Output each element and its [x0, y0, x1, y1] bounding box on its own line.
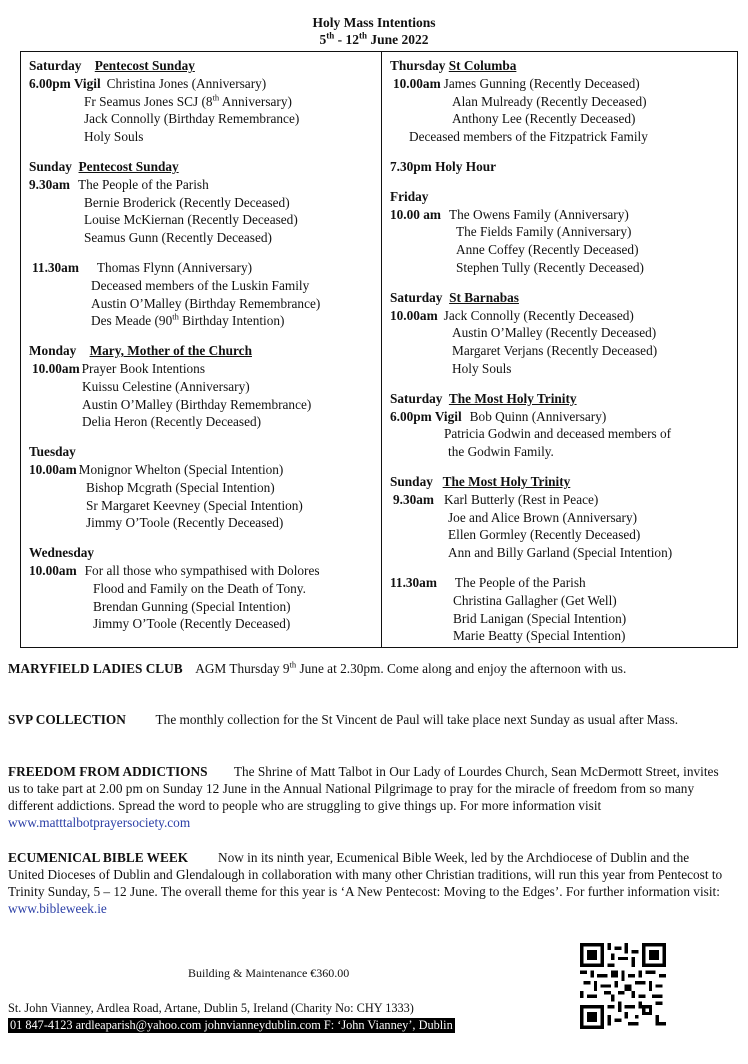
- ordinal-suffix: th: [289, 659, 297, 670]
- feast-label: St Barnabas: [449, 289, 519, 305]
- intention: Christina Gallagher (Get Well): [453, 592, 617, 608]
- notice-text: Now in its ninth year, Ecumenical Bible Week, led by the Archdiocese of Dublin and the United Dioceses of Dublin and Glendalough in collaboration with many other Christian traditions, will run this year from Pentecost to Trinity Sunday, 5 – 12 June. The overall theme for this year is ‘A New Pentecost: Moving to the Edges’. For further information visit:: [8, 850, 723, 899]
- mass-row: [29, 259, 375, 277]
- intention: For all those who sympathised with Dolores: [84, 562, 320, 578]
- intention: Flood and Family on the Death of Tony.: [93, 580, 306, 596]
- intention: Brid Lanigan (Special Intention): [453, 610, 627, 626]
- intention: James Gunning (Recently Deceased): [443, 75, 640, 91]
- feast-label: The Most Holy Trinity: [442, 473, 571, 489]
- feast-label: Pentecost Sunday: [78, 158, 179, 174]
- monday-block: [29, 342, 375, 431]
- intention-text: Fr Seamus Jones SCJ (8: [84, 93, 213, 109]
- intention: Jimmy O’Toole (Recently Deceased): [86, 515, 284, 531]
- date-start: 5: [319, 32, 327, 47]
- day-label: Sunday: [390, 473, 433, 489]
- intention: Bob Quinn (Anniversary): [469, 408, 607, 424]
- intention: [29, 93, 375, 111]
- intention: Ann and Billy Garland (Special Intention): [448, 545, 673, 561]
- intention: Austin O’Malley (Birthday Remembrance): [91, 295, 321, 311]
- sunday-trinity-1130-block: [390, 574, 731, 645]
- footer-address: St. John Vianney, Ardlea Road, Artane, Dublin 5, Ireland (Charity No: CHY 1333): [8, 1001, 414, 1015]
- intention: Alan Mulready (Recently Deceased): [452, 93, 647, 109]
- mass-time: 10.00am: [32, 360, 80, 376]
- mass-row: [29, 461, 375, 479]
- intention: Holy Souls: [84, 129, 144, 145]
- mass-row: [390, 206, 731, 224]
- intention: Christina Jones (Anniversary): [106, 75, 267, 91]
- intention: The People of the Parish: [454, 574, 586, 590]
- intention: Joe and Alice Brown (Anniversary): [448, 509, 638, 525]
- mass-time: 9.30am: [393, 491, 434, 507]
- day-heading: Tuesday: [29, 444, 76, 460]
- mass-row: [390, 491, 731, 509]
- intention: Austin O’Malley (Recently Deceased): [452, 325, 657, 341]
- friday-block: [390, 188, 731, 277]
- day-heading: Wednesday: [29, 545, 95, 561]
- holy-hour: [390, 158, 731, 176]
- mass-row: [390, 75, 731, 93]
- intention: Patricia Godwin and deceased members of: [444, 426, 672, 442]
- day-heading: [390, 390, 731, 408]
- intention: Monignor Whelton (Special Intention): [78, 461, 284, 477]
- notice-text: AGM Thursday 9: [195, 661, 290, 676]
- mass-time: 11.30am: [32, 259, 79, 275]
- intention: Louise McKiernan (Recently Deceased): [84, 212, 298, 228]
- day-label: Monday: [29, 343, 77, 359]
- day-heading: [390, 473, 731, 491]
- intention: The People of the Parish: [78, 176, 209, 192]
- mass-time: 10.00am: [393, 75, 441, 91]
- intention: Anne Coffey (Recently Deceased): [456, 242, 639, 258]
- intention: [29, 312, 375, 330]
- notice-bible-week: [8, 849, 728, 917]
- intention: Anthony Lee (Recently Deceased): [452, 111, 636, 127]
- saturday-trinity-vigil-block: [390, 390, 731, 461]
- mass-time: 9.30am: [29, 176, 70, 192]
- mass-time: 6.00pm Vigil: [390, 408, 462, 424]
- mass-time: 11.30am: [390, 574, 437, 590]
- day-heading: [29, 57, 375, 75]
- ordinal-suffix: th: [212, 92, 220, 103]
- intention: Delia Heron (Recently Deceased): [82, 414, 262, 430]
- date-mid: - 12: [334, 32, 359, 47]
- notice-freedom: [8, 763, 728, 831]
- mass-time: 10.00 am: [390, 206, 441, 222]
- date-end: June 2022: [367, 32, 429, 47]
- intention-text: Des Meade (90: [91, 313, 173, 329]
- day-heading: [29, 158, 375, 176]
- intention: Brendan Gunning (Special Intention): [93, 598, 291, 614]
- sunday-pentecost-block: [29, 158, 375, 247]
- intention: The Owens Family (Anniversary): [448, 206, 629, 222]
- intention: Jack Connolly (Birthday Remembrance): [84, 111, 300, 127]
- day-heading: Friday: [390, 188, 429, 204]
- mass-time: 10.00am: [29, 562, 77, 578]
- bible-week-link[interactable]: www.bibleweek.ie: [8, 901, 107, 916]
- intention: Kuissu Celestine (Anniversary): [82, 378, 250, 394]
- intention: Karl Butterly (Rest in Peace): [444, 491, 599, 507]
- right-column: [382, 52, 738, 648]
- mass-time: 10.00am: [29, 461, 77, 477]
- notice-svp: [8, 711, 728, 728]
- day-heading: [390, 57, 731, 75]
- day-label: Sunday: [29, 158, 72, 174]
- sunday-trinity-block: [390, 473, 731, 562]
- left-column: [21, 52, 382, 648]
- intention: Stephen Tully (Recently Deceased): [456, 259, 644, 275]
- qr-code-icon: [580, 943, 666, 1029]
- page-title: Holy Mass Intentions: [312, 15, 436, 30]
- building-maintenance: Building & Maintenance €360.00: [188, 966, 350, 980]
- holy-hour-label: 7.30pm Holy Hour: [390, 158, 497, 174]
- mass-row: [29, 562, 375, 580]
- mass-row: [390, 307, 731, 325]
- thursday-block: [390, 57, 731, 146]
- saturday-pentecost-block: [29, 57, 375, 146]
- mass-row: [29, 360, 375, 378]
- mass-row: [390, 574, 731, 592]
- mass-time: 10.00am: [390, 307, 438, 323]
- mass-row: [390, 408, 731, 426]
- saturday-st-barnabas-block: [390, 289, 731, 378]
- notice-text: The Shrine of Matt Talbot in Our Lady of Lourdes Church, Sean McDermott Street, invites us to take part at 2.00 pm on Sunday 12 June in the Annual National Pilgrimage to pray for the miracle of freedom from so many different addictions. Spread the word to people who are struggling to give things up. For more information visit: [8, 764, 719, 813]
- intention-text: Birthday Intention): [178, 313, 285, 329]
- intention: Margaret Verjans (Recently Deceased): [452, 343, 658, 359]
- intention: Deceased members of the Luskin Family: [91, 277, 310, 293]
- feast-label: The Most Holy Trinity: [448, 390, 577, 406]
- page-header: [0, 14, 748, 48]
- intention: Ellen Gormley (Recently Deceased): [448, 527, 641, 543]
- intention: Sr Margaret Keevney (Special Intention): [86, 497, 303, 513]
- ordinal-suffix: th: [172, 311, 179, 322]
- notice-text: The monthly collection for the St Vincent de Paul will take place next Sunday as usual after Mass.: [155, 712, 679, 727]
- notice-title: FREEDOM FROM ADDICTIONS: [8, 764, 208, 779]
- date-suffix: th: [358, 30, 367, 41]
- date-range: [0, 31, 748, 48]
- intention: The Fields Family (Anniversary): [456, 224, 632, 240]
- wednesday-block: [29, 544, 375, 633]
- mass-row: [29, 176, 375, 194]
- intention: Austin O’Malley (Birthday Remembrance): [82, 396, 312, 412]
- day-heading: [29, 342, 375, 360]
- intention: Jack Connolly (Recently Deceased): [443, 307, 634, 323]
- notice-title: ECUMENICAL BIBLE WEEK: [8, 850, 189, 865]
- day-label: Thursday: [390, 58, 446, 73]
- footer-contact: 01 847-4123 ardleaparish@yahoo.com johnvianneydublin.com F: ‘John Vianney’, Dublin: [10, 1018, 453, 1032]
- mass-intentions-table: [20, 51, 738, 648]
- intention: the Godwin Family.: [448, 444, 554, 460]
- matt-talbot-link[interactable]: www.matttalbotprayersociety.com: [8, 815, 191, 830]
- feast-label: St Columba: [448, 58, 517, 73]
- notice-text: June at 2.30pm. Come along and enjoy the afternoon with us.: [296, 661, 627, 676]
- notice-maryfield: [8, 660, 728, 677]
- intention: Prayer Book Intentions: [81, 360, 206, 376]
- date-suffix: th: [326, 30, 335, 41]
- notice-title: SVP COLLECTION: [8, 712, 126, 727]
- sunday-1130-block: [29, 259, 375, 330]
- day-label: Saturday: [390, 289, 443, 305]
- intention: Bishop Mcgrath (Special Intention): [86, 479, 275, 495]
- feast-label: Pentecost Sunday: [94, 58, 195, 73]
- intention: Deceased members of the Fitzpatrick Family: [409, 129, 648, 145]
- intention: Bernie Broderick (Recently Deceased): [84, 194, 290, 210]
- intention: Thomas Flynn (Anniversary): [96, 259, 253, 275]
- notice-title: MARYFIELD LADIES CLUB: [8, 661, 183, 676]
- feast-label: Mary, Mother of the Church: [89, 343, 252, 359]
- tuesday-block: [29, 443, 375, 532]
- mass-row: [29, 75, 375, 93]
- day-heading: [390, 289, 731, 307]
- intention: Seamus Gunn (Recently Deceased): [84, 230, 272, 246]
- intention: Marie Beatty (Special Intention): [453, 628, 626, 644]
- intention: Jimmy O’Toole (Recently Deceased): [93, 616, 291, 632]
- intention: Holy Souls: [452, 360, 512, 376]
- day-label: Saturday: [29, 58, 82, 73]
- mass-time: 6.00pm Vigil: [29, 75, 101, 91]
- day-label: Saturday: [390, 390, 443, 406]
- intention-text: Anniversary): [219, 93, 292, 109]
